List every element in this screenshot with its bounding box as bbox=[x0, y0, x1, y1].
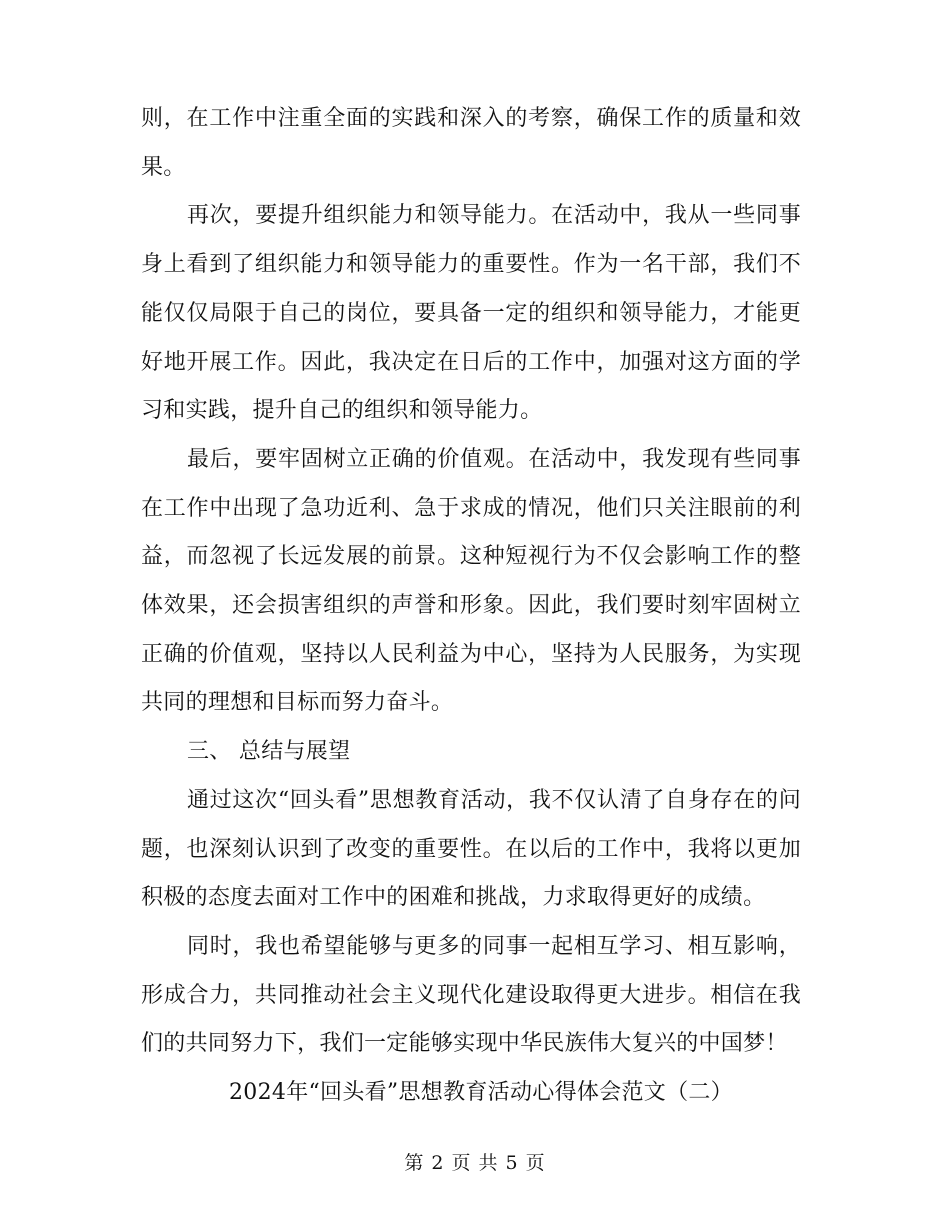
paragraph-outlook: 同时，我也希望能够与更多的同事一起相互学习、相互影响，形成合力，共同推动社会主义现代化建设取得更大进步。相信在我们的共同努力下，我们一定能够实现中华民族伟大复兴的中国梦！ bbox=[141, 933, 801, 1057]
section-heading-summary: 三、 总结与展望 bbox=[187, 739, 351, 765]
next-article-title: 2024年“回头看”思想教育活动心得体会范文（二） bbox=[229, 1080, 733, 1106]
document-body bbox=[141, 95, 801, 1118]
paragraph-organization-ability: 再次，要提升组织能力和领导能力。在活动中，我从一些同事身上看到了组织能力和领导能力的重要性。作为一名干部，我们不能仅仅局限于自己的岗位，要具备一定的组织和领导能力，才能更好地开展工作。因此，我决定在日后的工作中，加强对这方面的学习和实践，提升自己的组织和领导能力。 bbox=[141, 203, 801, 424]
paragraph-summary: 通过这次“回头看”思想教育活动，我不仅认清了自身存在的问题，也深刻认识到了改变的重要性。在以后的工作中，我将以更加积极的态度去面对工作中的困难和挑战，力求取得更好的成绩。 bbox=[141, 787, 801, 911]
paragraph-values: 最后，要牢固树立正确的价值观。在活动中，我发现有些同事在工作中出现了急功近利、急于求成的情况，他们只关注眼前的利益，而忽视了长远发展的前景。这种短视行为不仅会影响工作的整体效果，还会损害组织的声誉和形象。因此，我们要时刻牢固树立正确的价值观，坚持以人民利益为中心，坚持为人民服务，为实现共同的理想和目标而努力奋斗。 bbox=[141, 446, 801, 716]
paragraph-continuation: 则，在工作中注重全面的实践和深入的考察，确保工作的质量和效果。 bbox=[141, 106, 801, 180]
page-footer: 第 2 页 共 5 页 bbox=[404, 1152, 546, 1174]
